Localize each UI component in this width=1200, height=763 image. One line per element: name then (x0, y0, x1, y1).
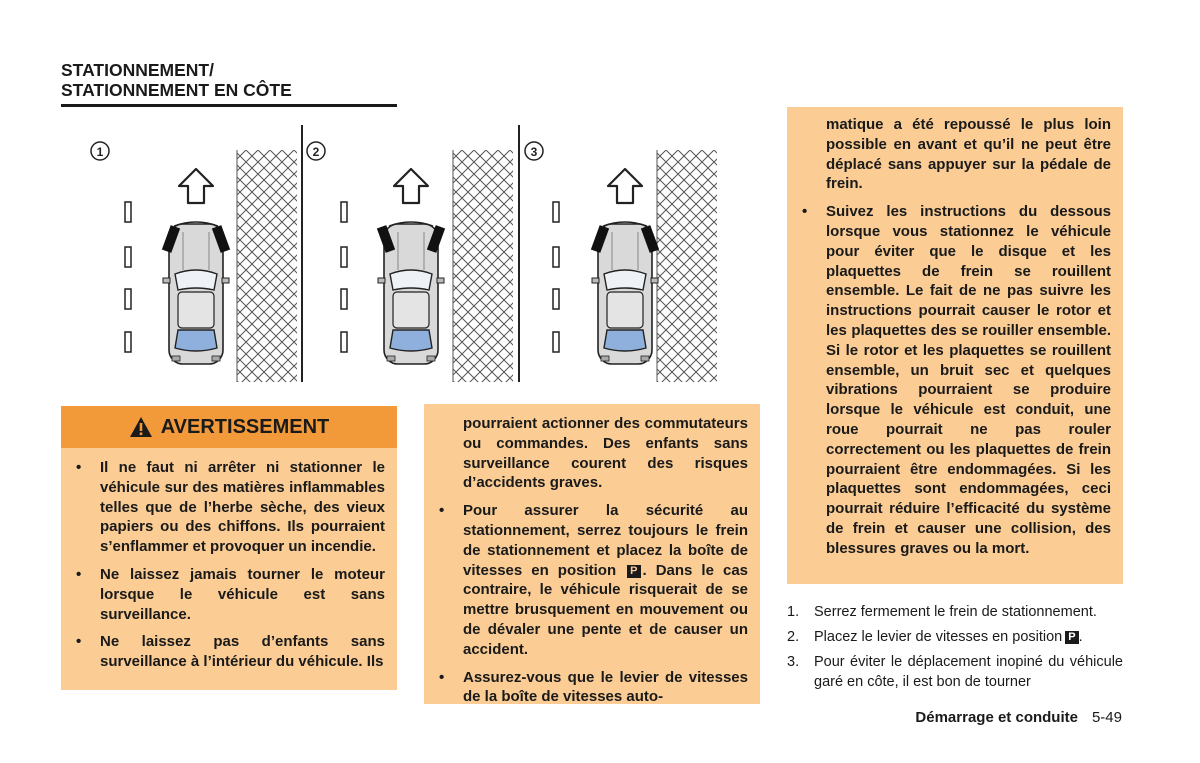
scene-1 (91, 125, 302, 382)
scene-2 (307, 125, 519, 382)
warning-item: • Ne laissez pas d’enfants sans surveillance à l’intérieur du véhicule. Ils (100, 632, 385, 672)
heading-rule (61, 104, 397, 107)
footer-section-title: Démarrage et conduite (915, 709, 1078, 726)
warning-item: • Suivez les instructions du dessous lorsque vous stationnez le véhicule pour éviter que le disque et les plaquettes de frein se rouillent ensemble. Le fait de ne pas suivre les instructions pourrait causer le rotor et les plaquettes des se rouiller ensemble. Si le rotor et les plaquettes se rouillent ensemble, un bruit sec et quelques vibrations pourraient se produire lorsque le véhicule est conduit, une roue pourrait ne pas rouler correctement ou les plaquettes de frein pourraient être endommagées. Si les plaquettes sont endommagées, ceci pourrait réduire l’efficacité du système de frein et causer une collision, des blessures graves ou la mort. (826, 202, 1111, 558)
warning-item: • Assurez-vous que le levier de vitesses de la boîte de vitesses auto- (463, 668, 748, 708)
parking-illustration (60, 120, 740, 382)
park-position-badge: P (627, 565, 640, 578)
svg-text:1: 1 (96, 145, 104, 159)
parking-steps (787, 602, 1123, 697)
warning-triangle-icon (129, 416, 153, 438)
page-number: 5-49 (1091, 709, 1122, 726)
heading-line-1: STATIONNEMENT/ (61, 60, 214, 80)
svg-text:2: 2 (312, 145, 320, 159)
warning-column-1 (61, 448, 397, 690)
warning-item: • Pour assurer la sécurité au stationnement, serrez toujours le frein de stationnement et placez la boîte de vitesses en position P . Dans le cas contraire, le véhicule risquerait de se mettre brusquement en mouvement ou de dévaler une pente et de causer un accident. (463, 501, 748, 659)
step-item: 3. Pour éviter le déplacement inopiné du véhicule garé en côte, il est bon de tourner (787, 654, 1123, 690)
svg-text:3: 3 (530, 145, 538, 159)
warning-header (61, 406, 397, 448)
page-footer (915, 709, 1122, 726)
scene-3 (525, 142, 717, 382)
warning-column-2 (424, 404, 760, 704)
warning-item: • Ne laissez jamais tourner le moteur lorsque le véhicule est sans surveillance. (100, 565, 385, 624)
warning-title: AVERTISSEMENT (160, 415, 330, 438)
warning-column-3 (787, 107, 1123, 584)
step-item: 1. Serrez fermement le frein de stationnement. (787, 604, 1097, 620)
warning-continuation: pourraient actionner des commutateurs ou commandes. Des enfants sans surveillance courent des risques d’accidents graves. (463, 415, 748, 492)
section-heading (61, 60, 292, 100)
warning-item: • Il ne faut ni arrêter ni stationner le véhicule sur des matières inflammables telles que de l’herbe sèche, des vieux papiers ou des chiffons. Ils pourraient s’enflammer et provoquer un incendie. (100, 458, 385, 557)
warning-continuation: matique a été repoussé le plus loin possible en avant et qu’il ne peut être déplacé sans appuyer sur la pédale de frein. (826, 116, 1111, 193)
step-item: 2. Placez le levier de vitesses en position P . (787, 629, 1083, 645)
heading-line-2: STATIONNEMENT EN CÔTE (61, 80, 292, 100)
park-position-badge: P (1065, 631, 1078, 644)
